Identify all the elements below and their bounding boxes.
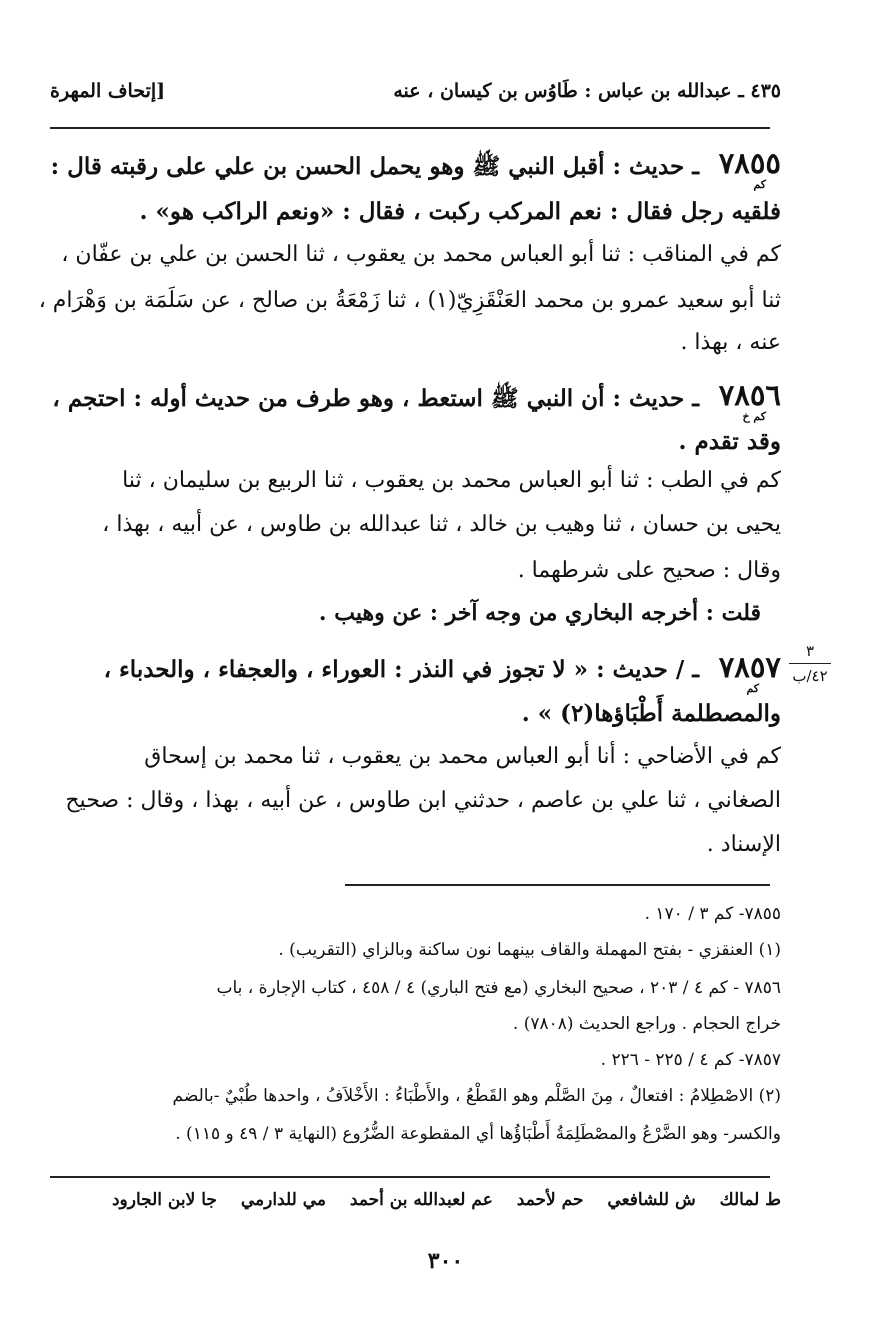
- running-header-left: [إتحاف المهرة: [50, 80, 166, 102]
- running-header-right: ٤٣٥ ـ عبدالله بن عباس : طَاوُس بن كيسان ، عنه: [393, 80, 781, 102]
- source-tag: كم: [746, 682, 759, 695]
- source-text-line: كم في الطب : ثنا أبو العباس محمد بن يعقوب ، ثنا الربيع بن سليمان ، ثنا: [122, 468, 781, 493]
- sigla-item: مي للدارمي: [240, 1190, 326, 1210]
- sigla-item: ط لمالك: [719, 1190, 781, 1210]
- footnote-line: ٧٨٥٧- كم ٤ / ٢٢٥ - ٢٢٦ .: [600, 1050, 781, 1070]
- hadith-text-line: ـ حديث : أقبل النبي ﷺ وهو يحمل الحسن بن علي على رقبته قال :: [50, 153, 699, 180]
- hadith-text-line: ـ / حديث : « لا تجوز في النذر : العوراء ، والعجفاء ، والحدباء ،: [103, 656, 699, 683]
- editor-note: قلت : أخرجه البخاري من وجه آخر : عن وهيب .: [318, 600, 761, 626]
- footnote-line: (١) العنقزي - بفتح المهملة والقاف بينهما نون ساكنة وبالزاي (التقريب) .: [278, 940, 781, 960]
- sigla-item: عم لعبدالله بن أحمد: [349, 1190, 493, 1210]
- hadith-text-line: وقد تقدم .: [678, 428, 781, 455]
- footnote-line: والكسر- وهو الضَّرْعُ والمصْطَلِمَةُ أَطْبَاؤُها أي المقطوعة الضُّرُوع (النهاية ٣ / ٤٩ و ١١٥) .: [175, 1124, 781, 1144]
- margin-folio-bottom: ٤٢/ب: [792, 667, 828, 685]
- source-text-line: كم في المناقب : ثنا أبو العباس محمد بن يعقوب ، ثنا الحسن بن علي بن عفّان ،: [61, 242, 781, 267]
- hadith-number: ٧٨٥٧: [718, 650, 781, 684]
- hadith-text-line: والمصطلمة أَطْبَاؤها(٢) » .: [521, 700, 781, 727]
- source-tag: كم: [753, 178, 766, 191]
- sigla-item: جا لابن الجارود: [111, 1190, 217, 1210]
- source-text-line: يحيى بن حسان ، ثنا وهيب بن خالد ، ثنا عبدالله بن طاوس ، عن أبيه ، بهذا ،: [102, 512, 781, 537]
- hadith-number: ٧٨٥٦: [718, 378, 781, 412]
- header-rule: [50, 127, 770, 129]
- footnote-line: ٧٨٥٦ - كم ٤ / ٢٠٣ ، صحيح البخاري (مع فتح الباري) ٤ / ٤٥٨ ، كتاب الإجارة ، باب: [216, 978, 781, 998]
- hadith-text-line: فلقيه رجل فقال : نعم المركب ركبت ، فقال : «ونعم الراكب هو» .: [139, 198, 781, 225]
- sigla-rule: [50, 1176, 770, 1178]
- footnote-line: ٧٨٥٥- كم ٣ / ١٧٠ .: [644, 904, 781, 924]
- sigla-item: ش للشافعي: [607, 1190, 696, 1210]
- page-number: ٣٠٠: [427, 1248, 464, 1274]
- hadith-number: ٧٨٥٥: [718, 146, 781, 180]
- footnote-line: خراج الحجام . وراجع الحديث (٧٨٠٨) .: [512, 1014, 781, 1034]
- source-text-line: الصغاني ، ثنا علي بن عاصم ، حدثني ابن طاوس ، عن أبيه ، بهذا ، وقال : صحيح: [65, 788, 781, 813]
- hadith-text-line: ـ حديث : أن النبي ﷺ استعط ، وهو طرف من حديث أوله : احتجم ،: [52, 385, 699, 412]
- source-tag: كم خ: [742, 410, 766, 423]
- margin-folio-rule: [789, 663, 831, 664]
- source-text-line: وقال : صحيح على شرطهما .: [517, 558, 781, 583]
- source-text-line: ثنا أبو سعيد عمرو بن محمد العَنْقَزِيّ(١) ، ثنا زَمْعَةُ بن صالح ، عن سَلَمَة بن وَهْرَام ،: [38, 288, 781, 313]
- margin-folio-top: ٣: [805, 642, 815, 660]
- source-text-line: كم في الأضاحي : أنا أبو العباس محمد بن يعقوب ، ثنا محمد بن إسحاق: [144, 744, 781, 769]
- footnote-line: (٢) الاصْطِلامُ : افتعالٌ ، مِنَ الصَّلْم وهو القَطْعُ ، والأَطْبَاءُ : الأَخْلاَفُ ، واحدها طُبْيٌ -بالضم: [172, 1086, 781, 1106]
- margin-folio-note: [785, 642, 835, 685]
- source-text-line: عنه ، بهذا .: [680, 330, 781, 355]
- sigla-item: حم لأحمد: [516, 1190, 584, 1210]
- source-text-line: الإسناد .: [706, 832, 781, 857]
- sigla-legend: [94, 1190, 781, 1210]
- footnote-separator: [345, 884, 770, 886]
